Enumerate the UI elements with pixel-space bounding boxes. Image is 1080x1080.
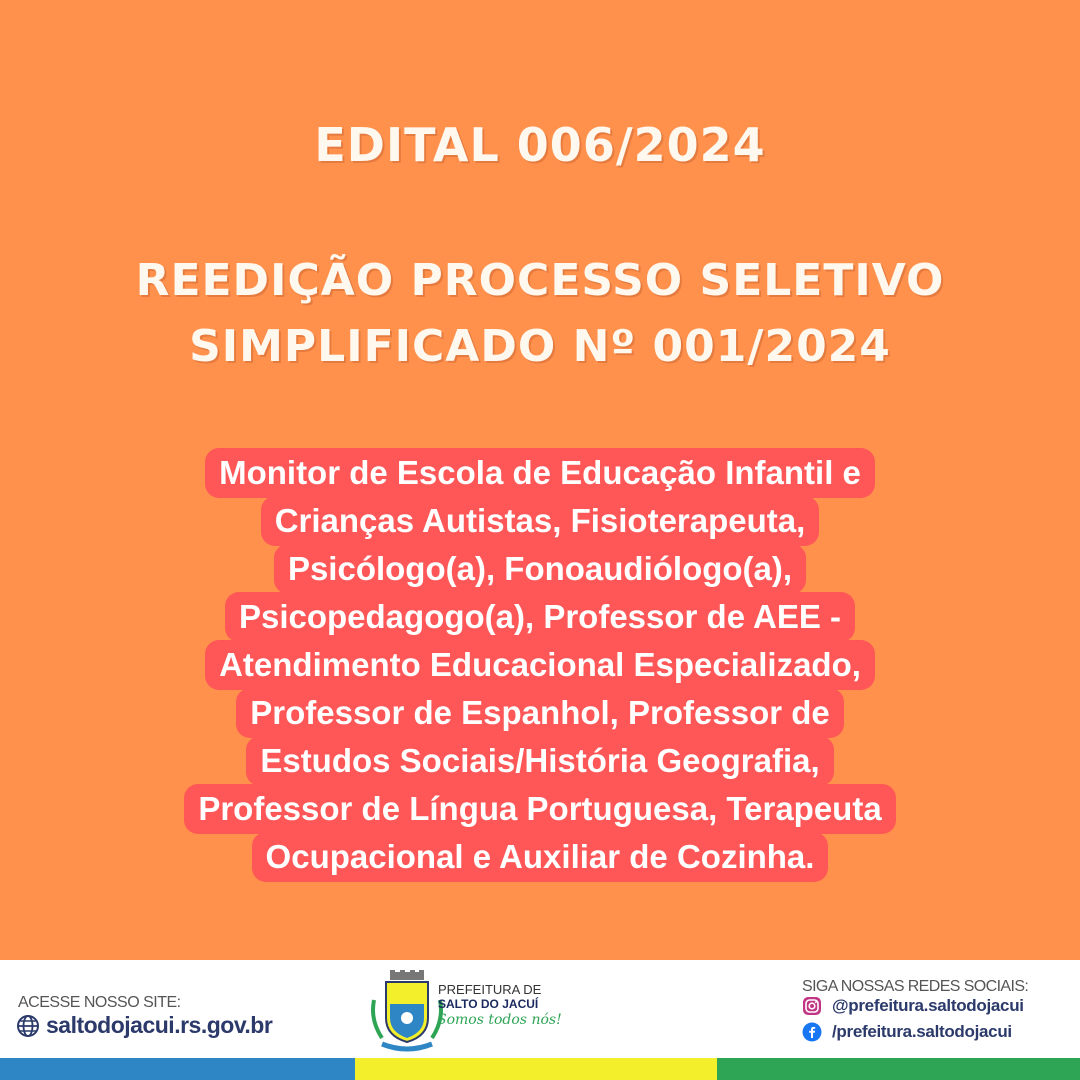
stripe-green <box>717 1058 1080 1080</box>
instagram-link[interactable] <box>802 996 1024 1016</box>
logo-line-2: SALTO DO JACUÍ <box>438 997 539 1011</box>
positions-line: Crianças Autistas, Fisioterapeuta, <box>261 496 820 546</box>
site-url[interactable]: saltodojacui.rs.gov.br <box>46 1012 273 1038</box>
edital-number: EDITAL 006/2024 <box>314 118 766 172</box>
logo-slogan: Somos todos nós! <box>437 1012 562 1028</box>
social-label: SIGA NOSSAS REDES SOCIAIS: <box>802 978 1029 995</box>
logo-line-1: PREFEITURA DE <box>438 982 542 997</box>
stripe-blue <box>0 1058 355 1080</box>
positions-line: Estudos Sociais/História Geografia, <box>246 736 833 786</box>
instagram-handle[interactable]: @prefeitura.saltodojacui <box>832 996 1024 1015</box>
facebook-icon <box>802 1022 822 1042</box>
positions-line: Professor de Espanhol, Professor de <box>236 688 844 738</box>
positions-line: Professor de Língua Portuguesa, Terapeuta <box>184 784 895 834</box>
globe-icon <box>16 1014 40 1038</box>
process-title <box>0 248 1080 380</box>
site-label: ACESSE NOSSO SITE: <box>18 994 181 1011</box>
facebook-link[interactable] <box>802 1022 1012 1042</box>
stripe-yellow <box>355 1058 717 1080</box>
instagram-icon <box>802 996 822 1016</box>
positions-line: Monitor de Escola de Educação Infantil e <box>205 448 875 498</box>
site-link[interactable] <box>16 1012 272 1039</box>
positions-line: Atendimento Educacional Especializado, <box>205 640 875 690</box>
footer <box>0 960 1080 1080</box>
positions-line: Psicólogo(a), Fonoaudiólogo(a), <box>274 544 806 594</box>
facebook-handle[interactable]: /prefeitura.saltodojacui <box>832 1022 1012 1041</box>
process-title-line-2: SIMPLIFICADO Nº 001/2024 <box>189 321 891 372</box>
process-title-line-1: REEDIÇÃO PROCESSO SELETIVO <box>135 255 945 306</box>
positions-line: Psicopedagogo(a), Professor de AEE - <box>225 592 855 642</box>
positions-line: Ocupacional e Auxiliar de Cozinha. <box>252 832 829 882</box>
positions-list <box>40 448 1040 880</box>
